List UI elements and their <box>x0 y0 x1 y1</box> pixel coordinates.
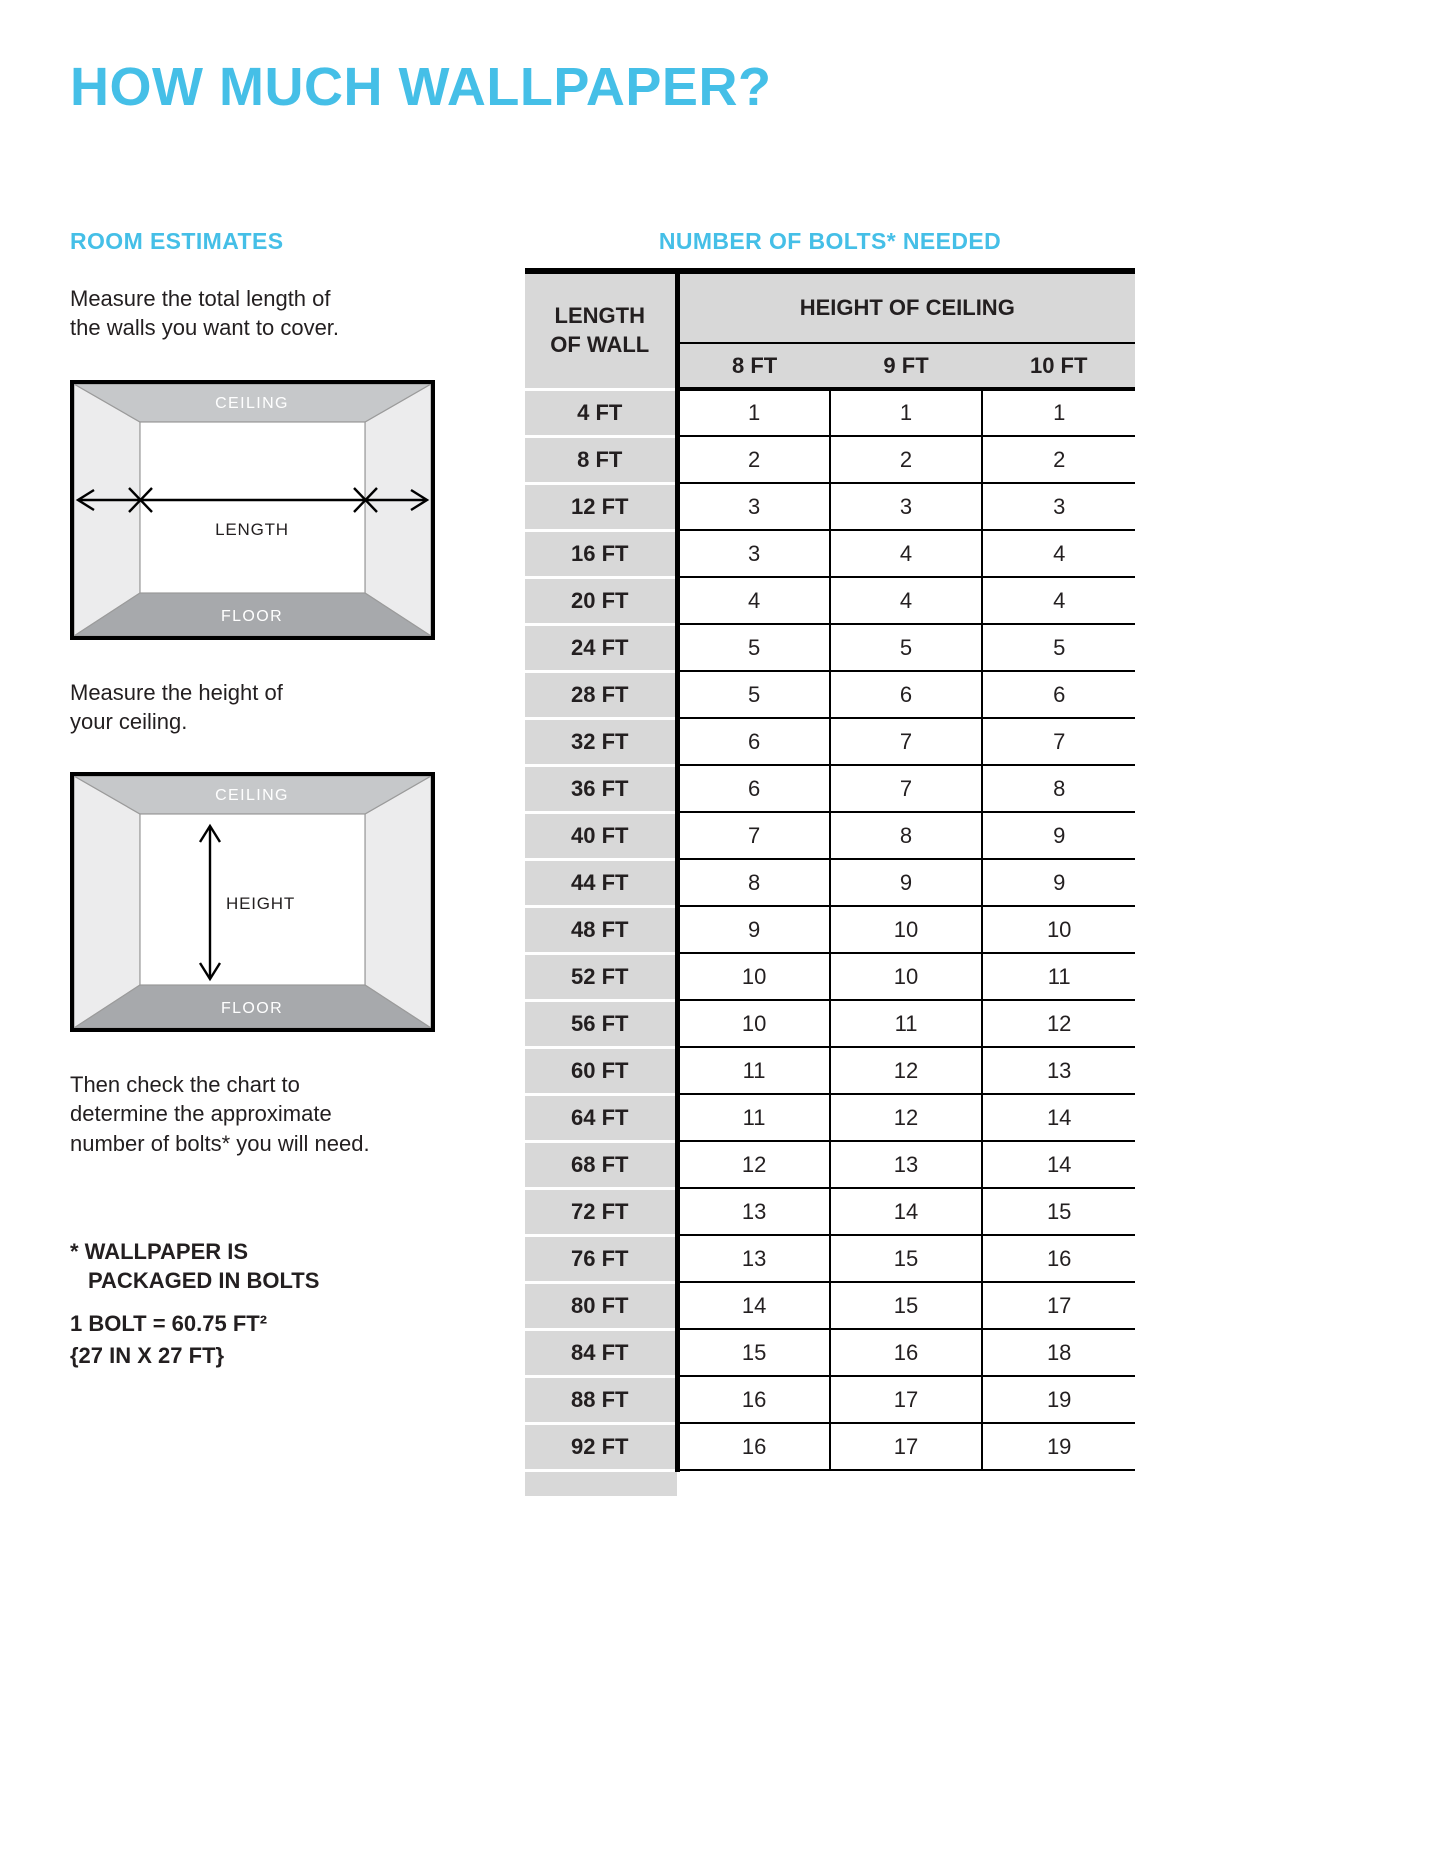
table-row <box>525 577 1135 624</box>
row-label: 76 FT <box>525 1235 677 1282</box>
bolt-count-cell: 14 <box>830 1188 983 1235</box>
bolt-count-cell: 8 <box>830 812 983 859</box>
footnote-line2: PACKAGED IN BOLTS <box>88 1267 320 1293</box>
check-chart-line1: Then check the chart to <box>70 1072 300 1097</box>
bolt-count-cell: 14 <box>677 1282 830 1329</box>
bolt-count-cell: 5 <box>830 624 983 671</box>
table-row <box>525 389 1135 436</box>
bolt-count-cell: 3 <box>830 483 983 530</box>
table-footer-strip <box>525 1470 1135 1496</box>
bolt-count-cell: 19 <box>982 1376 1135 1423</box>
bolt-count-cell: 3 <box>677 483 830 530</box>
row-label: 32 FT <box>525 718 677 765</box>
room-length-diagram <box>70 380 435 640</box>
bolt-count-cell: 8 <box>982 765 1135 812</box>
bolt-count-cell: 2 <box>982 436 1135 483</box>
bolt-count-cell: 10 <box>982 906 1135 953</box>
bolt-count-cell: 4 <box>830 577 983 624</box>
right-wall-region <box>365 776 431 1028</box>
bolt-count-cell: 13 <box>677 1235 830 1282</box>
table-row <box>525 906 1135 953</box>
length-label: LENGTH <box>215 520 289 539</box>
table-row <box>525 671 1135 718</box>
table-row <box>525 1376 1135 1423</box>
check-chart-line2: determine the approximate <box>70 1101 332 1127</box>
bolt-count-cell: 11 <box>677 1094 830 1141</box>
row-label: 80 FT <box>525 1282 677 1329</box>
check-chart-line3: number of bolts* you will need. <box>70 1130 370 1156</box>
bolt-count-cell: 8 <box>677 859 830 906</box>
measure-height-text <box>70 678 283 737</box>
bolt-count-cell: 1 <box>677 389 830 436</box>
bolt-count-cell: 10 <box>677 1000 830 1047</box>
measure-length-line1: Measure the total length of <box>70 286 331 311</box>
bolt-count-cell: 4 <box>982 530 1135 577</box>
bolt-count-cell: 4 <box>982 577 1135 624</box>
table-row <box>525 1141 1135 1188</box>
measure-length-line2: the walls you want to cover. <box>70 315 340 341</box>
table-row <box>525 859 1135 906</box>
bolt-count-cell: 9 <box>982 812 1135 859</box>
bolt-count-cell: 10 <box>830 953 983 1000</box>
bolt-count-cell: 16 <box>677 1423 830 1470</box>
table-row <box>525 1329 1135 1376</box>
col-header-10ft: 10 FT <box>982 343 1135 389</box>
ceiling-label: CEILING <box>215 787 289 804</box>
bolt-count-cell: 12 <box>830 1047 983 1094</box>
bolt-count-cell: 3 <box>982 483 1135 530</box>
bolt-count-cell: 7 <box>677 812 830 859</box>
bolts-footnote <box>70 1238 319 1295</box>
bolt-count-cell: 17 <box>830 1423 983 1470</box>
row-label: 64 FT <box>525 1094 677 1141</box>
page-title: HOW MUCH WALLPAPER? <box>70 57 772 117</box>
row-label: 72 FT <box>525 1188 677 1235</box>
bolt-count-cell: 4 <box>677 577 830 624</box>
bolt-count-cell: 16 <box>982 1235 1135 1282</box>
bolt-count-cell: 18 <box>982 1329 1135 1376</box>
bolt-count-cell: 11 <box>677 1047 830 1094</box>
row-label: 52 FT <box>525 953 677 1000</box>
bolt-count-cell: 2 <box>830 436 983 483</box>
bolt-count-cell: 14 <box>982 1094 1135 1141</box>
length-of-wall-line1: LENGTH <box>554 303 645 329</box>
bolt-count-cell: 6 <box>677 718 830 765</box>
row-label: 16 FT <box>525 530 677 577</box>
table-row <box>525 624 1135 671</box>
bolt-count-cell: 9 <box>830 859 983 906</box>
bolt-count-cell: 15 <box>830 1235 983 1282</box>
table-row <box>525 530 1135 577</box>
footnote-line1: * WALLPAPER IS <box>70 1239 249 1264</box>
bolt-count-cell: 14 <box>982 1141 1135 1188</box>
room-height-diagram <box>70 772 435 1032</box>
measure-height-line2: your ceiling. <box>70 709 188 735</box>
row-label: 84 FT <box>525 1329 677 1376</box>
length-of-wall-header <box>525 271 677 389</box>
bolt-count-cell: 4 <box>830 530 983 577</box>
table-row <box>525 1235 1135 1282</box>
bolt-count-cell: 16 <box>677 1376 830 1423</box>
footer-strip-cell <box>525 1470 677 1496</box>
bolts-table <box>525 268 1135 1496</box>
table-row <box>525 812 1135 859</box>
row-label: 24 FT <box>525 624 677 671</box>
row-label: 8 FT <box>525 436 677 483</box>
footer-blank-cell <box>677 1470 1135 1496</box>
far-wall-region <box>140 422 365 593</box>
bolt-count-cell: 6 <box>982 671 1135 718</box>
table-row <box>525 483 1135 530</box>
bolt-count-cell: 5 <box>677 671 830 718</box>
bolt-size-info <box>70 1308 267 1372</box>
bolts-needed-heading: NUMBER OF BOLTS* NEEDED <box>658 228 1002 254</box>
bolt-count-cell: 5 <box>677 624 830 671</box>
floor-label: FLOOR <box>220 608 284 625</box>
table-row <box>525 1282 1135 1329</box>
table-row <box>525 1094 1135 1141</box>
table-row <box>525 953 1135 1000</box>
table-row <box>525 765 1135 812</box>
left-wall-region <box>74 776 140 1028</box>
bolt-count-cell: 11 <box>982 953 1135 1000</box>
bolt-count-cell: 15 <box>677 1329 830 1376</box>
table-row <box>525 1423 1135 1470</box>
table-row <box>525 1047 1135 1094</box>
table-row <box>525 436 1135 483</box>
height-of-ceiling-header: HEIGHT OF CEILING <box>677 271 1135 343</box>
bolt-count-cell: 16 <box>830 1329 983 1376</box>
col-header-8ft: 8 FT <box>677 343 830 389</box>
table-row <box>525 1188 1135 1235</box>
bolt-count-cell: 10 <box>830 906 983 953</box>
table-row <box>525 718 1135 765</box>
row-label: 68 FT <box>525 1141 677 1188</box>
row-label: 20 FT <box>525 577 677 624</box>
check-chart-text <box>70 1070 370 1158</box>
bolt-count-cell: 5 <box>982 624 1135 671</box>
col-header-9ft: 9 FT <box>830 343 983 389</box>
bolt-count-cell: 1 <box>982 389 1135 436</box>
row-label: 60 FT <box>525 1047 677 1094</box>
measure-height-line1: Measure the height of <box>70 680 283 705</box>
bolt-count-cell: 7 <box>982 718 1135 765</box>
bolt-count-cell: 13 <box>982 1047 1135 1094</box>
row-label: 28 FT <box>525 671 677 718</box>
bolt-size-line1: 1 BOLT = 60.75 FT² <box>70 1311 268 1336</box>
table-header-row-1 <box>525 271 1135 343</box>
bolt-count-cell: 1 <box>830 389 983 436</box>
bolt-count-cell: 3 <box>677 530 830 577</box>
bolt-count-cell: 9 <box>982 859 1135 906</box>
bolt-size-line2: {27 IN X 27 FT} <box>70 1342 225 1368</box>
row-label: 12 FT <box>525 483 677 530</box>
bolt-count-cell: 13 <box>677 1188 830 1235</box>
bolt-count-cell: 12 <box>677 1141 830 1188</box>
row-label: 88 FT <box>525 1376 677 1423</box>
bolt-count-cell: 7 <box>830 718 983 765</box>
bolt-count-cell: 12 <box>982 1000 1135 1047</box>
bolt-count-cell: 7 <box>830 765 983 812</box>
bolt-count-cell: 10 <box>677 953 830 1000</box>
bolt-count-cell: 6 <box>830 671 983 718</box>
bolt-count-cell: 19 <box>982 1423 1135 1470</box>
bolt-count-cell: 15 <box>982 1188 1135 1235</box>
row-label: 4 FT <box>525 389 677 436</box>
bolts-table-container <box>525 268 1135 1496</box>
table-row <box>525 1000 1135 1047</box>
bolt-count-cell: 6 <box>677 765 830 812</box>
bolt-count-cell: 11 <box>830 1000 983 1047</box>
measure-length-text <box>70 284 339 343</box>
room-estimates-heading: ROOM ESTIMATES <box>70 228 284 254</box>
length-of-wall-line2: OF WALL <box>550 331 650 357</box>
row-label: 40 FT <box>525 812 677 859</box>
bolt-count-cell: 15 <box>830 1282 983 1329</box>
bolt-count-cell: 17 <box>830 1376 983 1423</box>
height-label: HEIGHT <box>226 894 296 913</box>
bolt-count-cell: 9 <box>677 906 830 953</box>
floor-label: FLOOR <box>220 1000 284 1017</box>
row-label: 92 FT <box>525 1423 677 1470</box>
bolts-table-body <box>525 271 1135 1496</box>
row-label: 36 FT <box>525 765 677 812</box>
bolt-count-cell: 13 <box>830 1141 983 1188</box>
bolt-count-cell: 12 <box>830 1094 983 1141</box>
row-label: 48 FT <box>525 906 677 953</box>
bolt-count-cell: 17 <box>982 1282 1135 1329</box>
ceiling-label: CEILING <box>215 395 289 412</box>
row-label: 44 FT <box>525 859 677 906</box>
row-label: 56 FT <box>525 1000 677 1047</box>
bolt-count-cell: 2 <box>677 436 830 483</box>
